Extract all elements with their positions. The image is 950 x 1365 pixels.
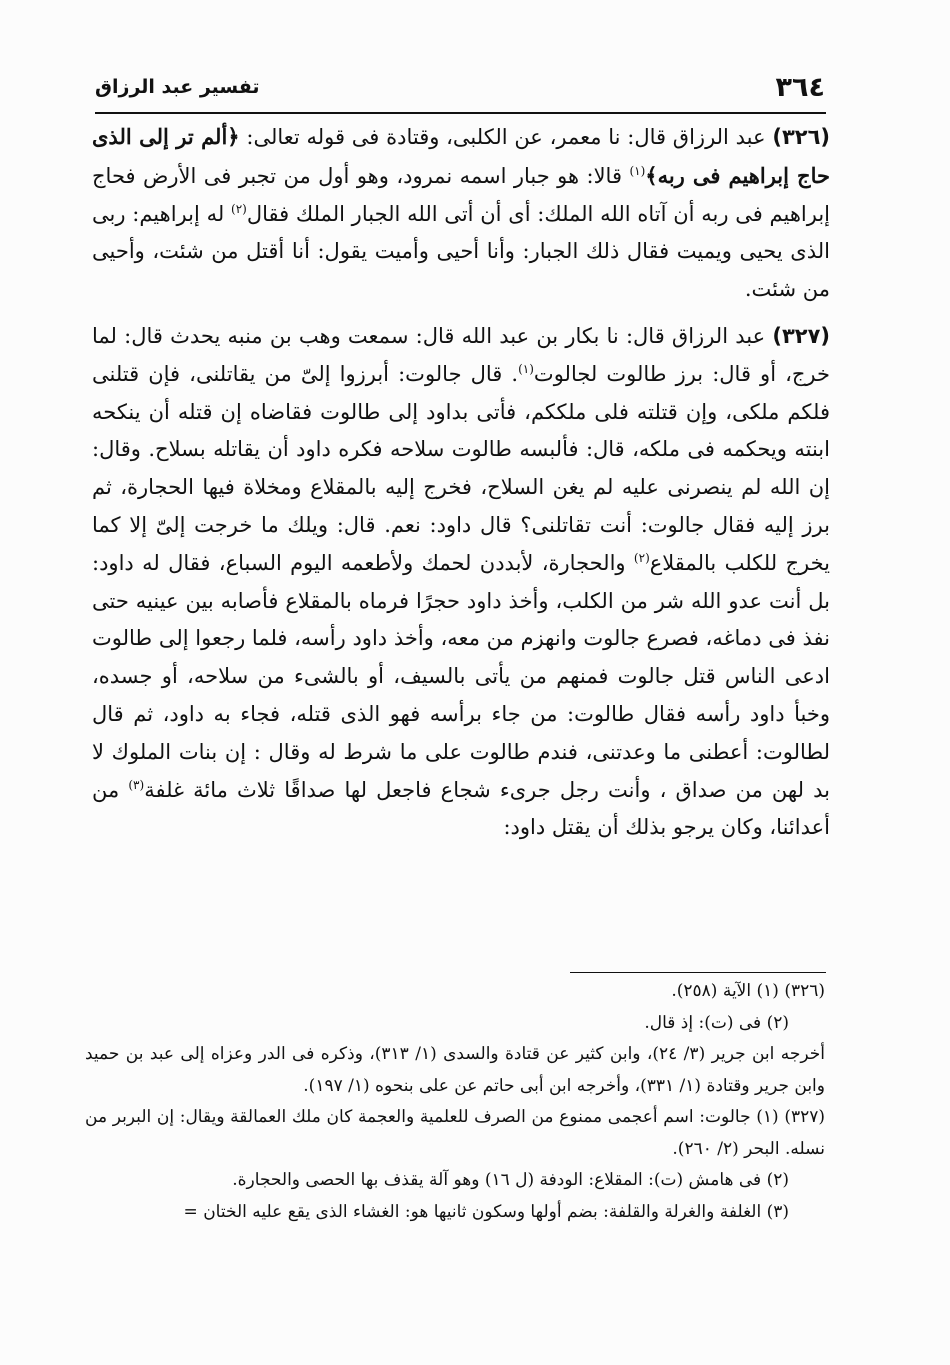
footnote-marker[interactable]: (١) (629, 163, 646, 178)
hadith-text: من أعدائنا، وكان يرجو بذلك أن يقتل داود: (92, 777, 830, 840)
footnote-takhrij: أخرجه ابن جرير (٣/ ٢٤)، وابن كثير عن قتادة والسدى (١/ ٣١٣)، وذكره فى الدر وعزاه إلى عبد بن حميد وابن جرير وقتادة (١/ ٣٣١)، وأخرجه ابن أبى حاتم عن على بنحوه (١/ ١٩٧). (85, 1044, 825, 1096)
quran-verse: ﴿ألم تر إلى الذى حاج إبراهيم فى ربه﴾ (92, 124, 830, 188)
hadith-number: (٣٢٦) (772, 125, 830, 149)
footnote: (٣٢٧) (١) جالوت: اسم أعجمى ممنوع من الصرف للعلمية والعجمة كان ملك العمالقة ويقال: إن البربر من نسله. البحر (٢/ ٢٦٠). (85, 1107, 826, 1159)
header-rule (95, 112, 826, 114)
hadith-327 (92, 318, 830, 847)
hadith-text: عبد الرزاق قال: نا بكار بن عبد الله قال: سمعت وهب بن منبه يحدث قال: لما خرج، أو قال: برز طالوت لجالوت (92, 323, 830, 386)
hadith-number: (٣٢٧) (772, 323, 830, 348)
footnote: (٢) فى (ت): إذ قال. (644, 1012, 789, 1033)
hadith-text: . قال جالوت: أبرزوا إلىّ من يقاتلنى، فإن قتلنى فلكم ملكى، وإن قتلته فلى ملككم، فأتى بداود إلى طالوت فقاضاه إن قتله أن ينكحه ابنته ويحكمه فى ملكه، قال: فألبسه طالوت سلاحه فكره داود أن يقاتله بسلاح. وقال: إن الله لم ينصرنى عليه لم يغن السلاح، فخرج إليه بالمقلاع ومخلاة فيها الحجارة، ثم برز إليه فقال جالوت: أنت تقاتلنى؟ قال داود: نعم. قال: ويلك ما خرجت إلىّ إلا كما يخرج للكلب بالمقلاع (92, 361, 830, 575)
hadith-text: عبد الرزاق قال: نا معمر، عن الكلبى، وقتادة فى قوله تعالى: (246, 125, 766, 149)
page-header (95, 68, 825, 108)
footnote: (٢) فى هامش (ت): المقلاع: الودفة (ل ١٦) وهو آلة يقذف بها الحصى والحجارة. (232, 1170, 789, 1190)
hadith-326 (92, 118, 830, 309)
footnote-separator (570, 972, 826, 973)
hadith-text: والحجارة، لأبددن لحمك ولأطعمه اليوم السباع، فقال له داود: بل أنت عدو الله شر من الكلب، وأخذ داود حجرًا فرماه بالمقلاع فأصابه بين عينيه حتى نفذ فى دماغه، فصرع جالوت وانهزم من معه، وأخذ داود رأسه، فلما رجعوا إلى طالوت ادعى الناس قتل جالوت فمنهم من يأتى بالسيف، أو بالشىء من سلاحه، أو جسده، وخبأ داود رأسه فقال طالوت: من جاء برأسه فهو الذى قتله، فجاء به داود، ثم قال لطالوت: أعطنى ما وعدتنى، فندم طالوت على ما شرط له وقال : إن بنات الملوك لا بد لهن من صداق ، وأنت رجل جرىء شجاع فاجعل لها صداقًا ثلاث مائة غلفة (92, 550, 830, 802)
page-number: ٣٦٤ (775, 72, 825, 103)
footnote: (٣) الغلفة والغرلة والقلفة: بضم أولها وسكون ثانيها هو: الغشاء الذى يقع عليه الختان = (183, 1201, 789, 1222)
footnote: (٣٢٦) (١) الآية (٢٥٨). (671, 981, 825, 1001)
footnote-marker[interactable]: (٢) (231, 201, 247, 216)
footnote-marker[interactable]: (٢) (633, 550, 650, 565)
main-text (92, 118, 830, 856)
hadith-text: قالا: هو جبار اسمه نمرود، وهو أول من تجبر فى الأرض فحاج إبراهيم فى ربه أن آتاه الله الملك: أى أن أتى الله الجبار الملك فقال (92, 163, 831, 226)
running-title: تفسير عبد الرزاق (95, 76, 260, 98)
footnotes (85, 976, 825, 1228)
hadith-text: له إبراهيم: ربى الذى يحيى ويميت فقال ذلك الجبار: وأنا أحيى وأميت يقول: أنا أقتل من شئت، وأحيى من شئت. (92, 201, 830, 302)
footnote-marker[interactable]: (٣) (128, 777, 145, 792)
footnote-marker[interactable]: (١) (518, 361, 534, 376)
